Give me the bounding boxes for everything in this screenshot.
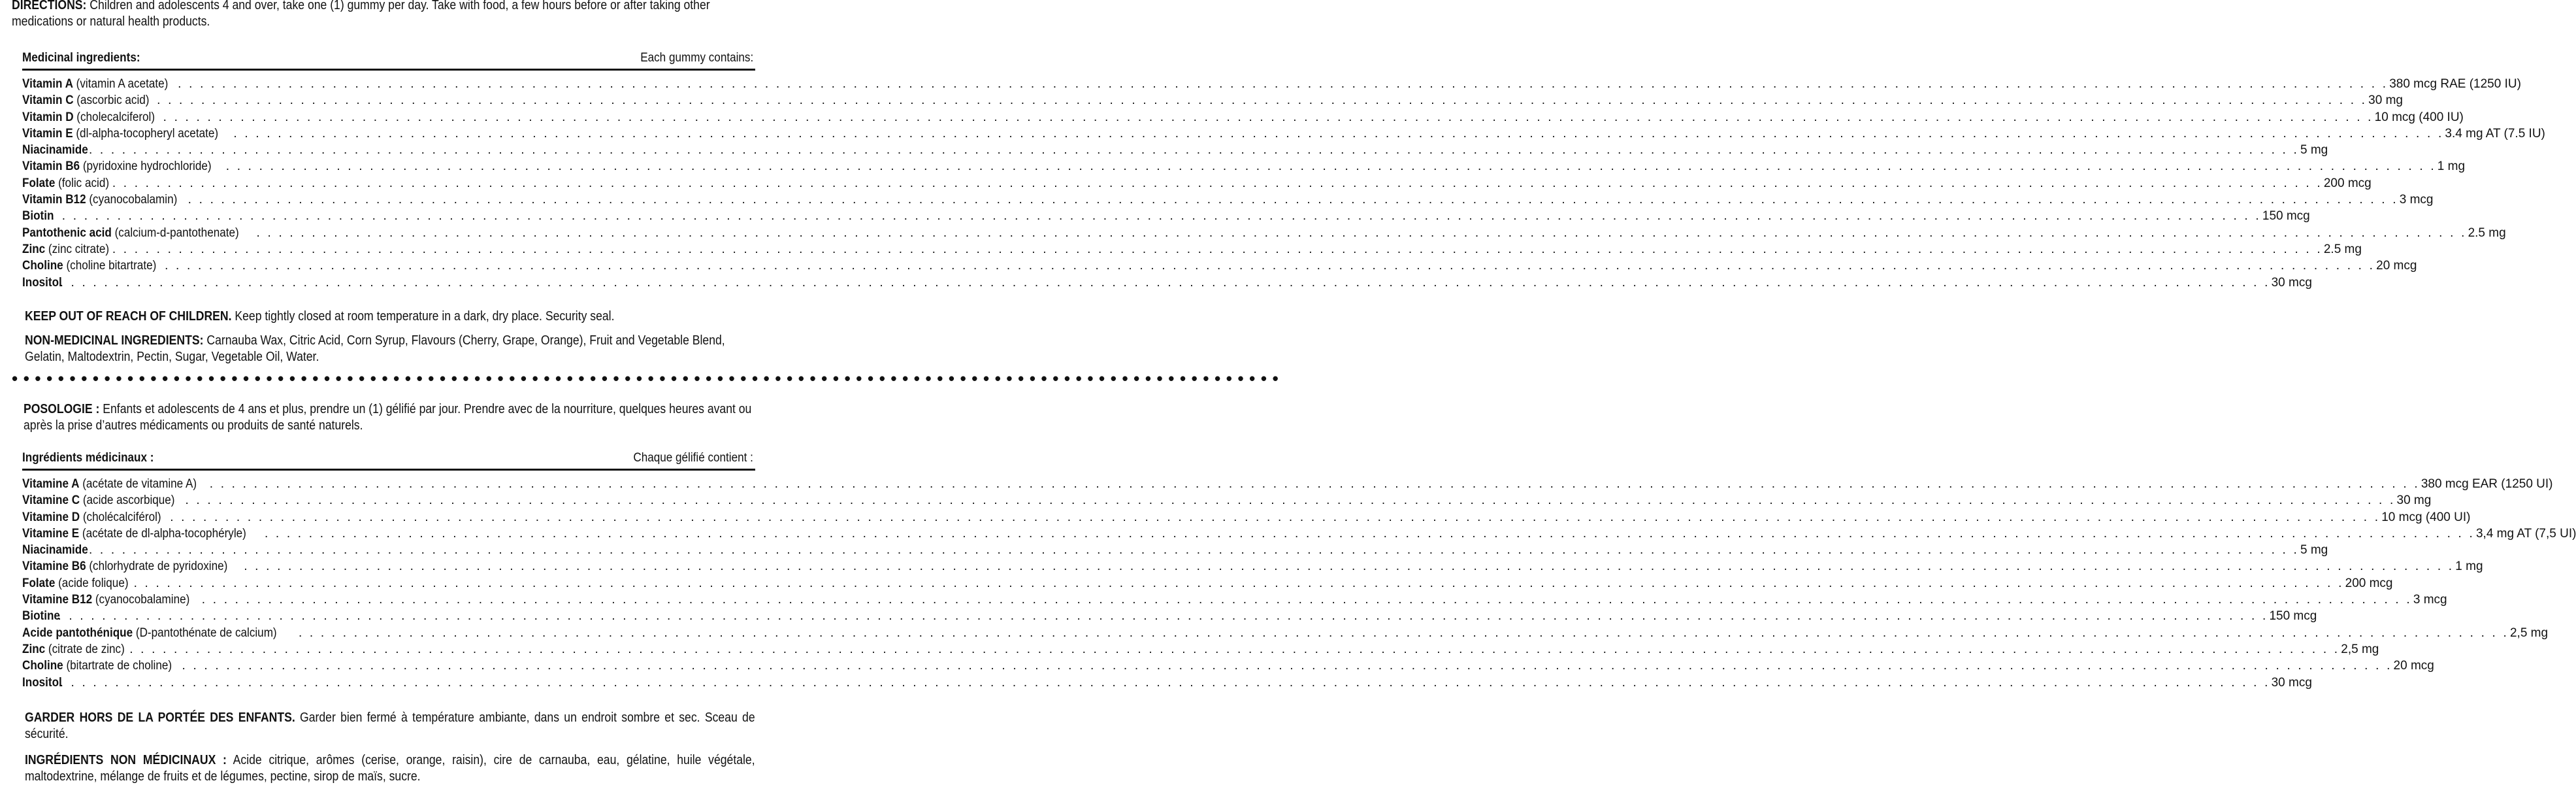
dot-leader: . . . . . . . . . . . . . . . . . . . . . . . . . . . . . . . . . . . . . . . . . . . . . . . . . . . . . . . . . . . . . . . . . . . . . . . . . . . . . . . . . . . . . . . . . . . . . . . . . . . . . . . . . . . . . . . . . . . . . . . . . . . . . . . . . . . . . . . . . . . . . . . . . . . . . . . . . . . . . . . . . . . . . . . . . . . . . . . . . . . . . . . . . . . . . . . . . . . . . . . . [178,77,2389,91]
ingredient-detail: (bitartrate de choline) [66,659,172,673]
dot-leader: . . . . . . . . . . . . . . . . . . . . . . . . . . . . . . . . . . . . . . . . . . . . . . . . . . . . . . . . . . . . . . . . . . . . . . . . . . . . . . . . . . . . . . . . . . . . . . . . . . . . . . . . . . . . . . . . . . . . . . . . . . . . . . . . . . . . . . . . . . . . . . . . . . . . . . . . . . . . . . . . . . . . . . . . . . . . . . . . . . . . . . . . . . . . . . . . . . . . . . . . [182,659,2392,673]
ingredient-detail: (acide folique) [58,576,129,590]
ingredient-detail: (cholécalciférol) [82,510,161,524]
dot-leader: . . . . . . . . . . . . . . . . . . . . . . . . . . . . . . . . . . . . . . . . . . . . . . . . . . . . . . . . . . . . . . . . . . . . . . . . . . . . . . . . . . . . . . . . . . . . . . . . . . . . . . . . . . . . . . . . . . . . . . . . . . . . . . . . . . . . . . . . . . . . . . . . . . . . . . . . . . . . . . . . . . . . . . . . . . . . . . . . . . . . . . . . . . . . . . . . . . . . . . . . [88,143,2299,158]
dot-leader: . . . . . . . . . . . . . . . . . . . . . . . . . . . . . . . . . . . . . . . . . . . . . . . . . . . . . . . . . . . . . . . . . . . . . . . . . . . . . . . . . . . . . . . . . . . . . . . . . . . . . . . . . . . . . . . . . . . . . . . . . . . . . . . . . . . . . . . . . . . . . . . . . . . . . . . . . . . . . . . . . . . . . . . . . . . . . . . . . . . . . . . . . . . . . . . . . . . . . . . . [59,675,2270,690]
ingredient-title: Niacinamide [22,143,88,158]
nonmedicinal-fr [25,752,755,785]
dot-leader: . . . . . . . . . . . . . . . . . . . . . . . . . . . . . . . . . . . . . . . . . . . . . . . . . . . . . . . . . . . . . . . . . . . . . . . . . . . . . . . . . . . . . . . . . . . . . . . . . . . . . . . . . . . . . . . . . . . . . . . . . . . . . . . . . . . . . . . . . . . . . . . . . . . . . . . . . . . . . . . . . . . . . . . . . . . . . . . . . . . . . . . . . . . . . . . . . . . . . . . . [209,477,2420,491]
ingredient-row-en [22,158,2466,175]
ingredient-row-fr [22,592,2447,608]
ingredient-name [22,641,125,658]
ingredient-row-fr [22,542,2328,558]
ingredient-name [22,92,149,109]
ingredients-header-en [22,50,753,66]
dot-leader: . . . . . . . . . . . . . . . . . . . . . . . . . . . . . . . . . . . . . . . . . . . . . . . . . . . . . . . . . . . . . . . . . . . . . . . . . . . . . . . . . . . . . . . . . . . . . . . . . . . . . . . . . . . . . . . . . . . . . . . . . . . . . . . . . . . . . . . . . . . . . . . . . . . . . . . . . . . . . . . . . . . . . . . . . . . . . . . . . . . . . . . . . . . . . . . . . . . . . . . . [170,510,2381,524]
ingredient-amount: 200 mcg [2345,576,2393,590]
ingredient-title: Inositol [22,675,62,690]
ingredient-amount: 2.5 mg [2323,242,2362,256]
ingredient-amount: 3,4 mg AT (7,5 UI) [2475,526,2576,541]
dot-leader: . . . . . . . . . . . . . . . . . . . . . . . . . . . . . . . . . . . . . . . . . . . . . . . . . . . . . . . . . . . . . . . . . . . . . . . . . . . . . . . . . . . . . . . . . . . . . . . . . . . . . . . . . . . . . . . . . . . . . . . . . . . . . . . . . . . . . . . . . . . . . . . . . . . . . . . . . . . . . . . . . . . . . . . . . . . . . . . . . . . . . . . . . . . . . . . . . . . . . . . . [50,209,2261,224]
ingredient-amount: 380 mcg EAR (1250 UI) [2421,477,2553,491]
ingredient-detail: (folic acid) [58,176,110,190]
ingredient-amount: 5 mg [2300,143,2328,158]
ingredient-title: Vitamin A [22,77,73,91]
ingredient-row-fr [22,575,2393,592]
dot-leader: . . . . . . . . . . . . . . . . . . . . . . . . . . . . . . . . . . . . . . . . . . . . . . . . . . . . . . . . . . . . . . . . . . . . . . . . . . . . . . . . . . . . . . . . . . . . . . . . . . . . . . . . . . . . . . . . . . . . . . . . . . . . . . . . . . . . . . . . . . . . . . . . . . . . . . . . . . . . . . . . . . . . . . . . . . . . . . . . . . . . . . . . . . . . . . . . . . . . . . . . [59,275,2270,290]
directions-en [12,0,763,30]
ingredient-row-en [22,175,2372,192]
dot-leader: . . . . . . . . . . . . . . . . . . . . . . . . . . . . . . . . . . . . . . . . . . . . . . . . . . . . . . . . . . . . . . . . . . . . . . . . . . . . . . . . . . . . . . . . . . . . . . . . . . . . . . . . . . . . . . . . . . . . . . . . . . . . . . . . . . . . . . . . . . . . . . . . . . . . . . . . . . . . . . . . . . . . . . . . . . . . . . . . . . . . . . . . . . . . . . . . . . . . . . . . [112,176,2323,190]
ingredient-title: Zinc [22,642,46,656]
ingredient-amount: 30 mcg [2271,675,2312,690]
ingredient-title: Vitamine C [22,493,80,508]
dot-leader: . . . . . . . . . . . . . . . . . . . . . . . . . . . . . . . . . . . . . . . . . . . . . . . . . . . . . . . . . . . . . . . . . . . . . . . . . . . . . . . . . . . . . . . . . . . . . . . . . . . . . . . . . . . . . . . . . . . . . . . . . . . . . . . . . . . . . . . . . . . . . . . . . . . . . . . . . . . . . . . . . . . . . . . . . . . . . . . . . . . . . . . . . . . . . . . . . . . . . . . . [256,225,2467,240]
ingredient-amount: 2,5 mg [2341,642,2379,656]
dot-leader: . . . . . . . . . . . . . . . . . . . . . . . . . . . . . . . . . . . . . . . . . . . . . . . . . . . . . . . . . . . . . . . . . . . . . . . . . . . . . . . . . . . . . . . . . . . . . . . . . . . . . . . . . . . . . . . . . . . . . . . . . . . . . . . . . . . . . . . . . . . . . . . . . . . . . . . . . . . . . . . . . . . . . . . . . . . . . . . . . . . . . . . . . . . . . . . . . . . . . . . . [157,93,2368,108]
ingredient-name [22,158,212,175]
ingredient-row-en [22,192,2434,208]
ingredient-amount: 30 mg [2368,93,2403,108]
ingredient-row-en [22,109,2464,125]
dotted-divider: •••••••••••••••••••••••••••••••••••••••••••••••••••••••••••••••••••••••••••••••••••••••••••••••••••••••••••••• [12,369,1284,388]
ingredient-name [22,526,246,542]
ingredient-detail: (vitamin A acetate) [76,77,169,91]
ingredient-amount: 20 mcg [2376,259,2417,273]
ingredient-amount: 3 mcg [2399,193,2434,207]
ingredient-name [22,208,54,224]
ingredient-detail: (cholecalciferol) [76,110,155,124]
ingredient-row-en [22,76,2521,92]
directions-label-en: DIRECTIONS: [12,0,87,12]
ingredient-name [22,492,175,509]
ingredient-row-fr [22,658,2434,674]
ingredient-detail: (ascorbic acid) [76,93,150,108]
ingredient-name [22,592,189,608]
ingredient-name [22,675,62,691]
ingredient-title: Folate [22,176,56,190]
ingredient-title: Choline [22,259,63,273]
ingredient-name [22,509,161,526]
dot-leader: . . . . . . . . . . . . . . . . . . . . . . . . . . . . . . . . . . . . . . . . . . . . . . . . . . . . . . . . . . . . . . . . . . . . . . . . . . . . . . . . . . . . . . . . . . . . . . . . . . . . . . . . . . . . . . . . . . . . . . . . . . . . . . . . . . . . . . . . . . . . . . . . . . . . . . . . . . . . . . . . . . . . . . . . . . . . . . . . . . . . . . . . . . . . . . . . . . . . . . . . [298,626,2509,640]
warning-en [25,309,776,325]
dot-leader: . . . . . . . . . . . . . . . . . . . . . . . . . . . . . . . . . . . . . . . . . . . . . . . . . . . . . . . . . . . . . . . . . . . . . . . . . . . . . . . . . . . . . . . . . . . . . . . . . . . . . . . . . . . . . . . . . . . . . . . . . . . . . . . . . . . . . . . . . . . . . . . . . . . . . . . . . . . . . . . . . . . . . . . . . . . . . . . . . . . . . . . . . . . . . . . . . . . . . . . . [88,543,2299,558]
dot-leader: . . . . . . . . . . . . . . . . . . . . . . . . . . . . . . . . . . . . . . . . . . . . . . . . . . . . . . . . . . . . . . . . . . . . . . . . . . . . . . . . . . . . . . . . . . . . . . . . . . . . . . . . . . . . . . . . . . . . . . . . . . . . . . . . . . . . . . . . . . . . . . . . . . . . . . . . . . . . . . . . . . . . . . . . . . . . . . . . . . . . . . . . . . . . . . . . . . . . . . . . [187,193,2398,207]
ingredient-name [22,175,109,192]
ingredient-row-en [22,92,2403,109]
ingredients-table-fr [22,476,2576,691]
ingredient-name [22,76,168,92]
ingredient-title: Vitamine B12 [22,593,93,607]
ingredient-title: Vitamin B12 [22,193,86,207]
ingredient-amount: 10 mcg (400 UI) [2381,510,2471,524]
dot-leader: . . . . . . . . . . . . . . . . . . . . . . . . . . . . . . . . . . . . . . . . . . . . . . . . . . . . . . . . . . . . . . . . . . . . . . . . . . . . . . . . . . . . . . . . . . . . . . . . . . . . . . . . . . . . . . . . . . . . . . . . . . . . . . . . . . . . . . . . . . . . . . . . . . . . . . . . . . . . . . . . . . . . . . . . . . . . . . . . . . . . . . . . . . . . . . . . . . . . . . . . [133,576,2344,590]
ingredient-title: Acide pantothénique [22,626,133,640]
ingredient-name [22,542,88,558]
directions-text-fr: Enfants et adolescents de 4 ans et plus, prendre un (1) gélifié par jour. Prendre avec de la nourriture, quelques heures avant ou après la prise d’autres médicaments ou produits de santé naturels. [24,402,752,433]
ingredients-header-fr [22,450,753,466]
ingredient-name [22,476,197,492]
header-left-fr: Ingrédients médicinaux : [22,451,154,465]
ingredient-title: Choline [22,659,63,673]
header-left-en: Medicinal ingredients: [22,51,140,65]
dot-leader: . . . . . . . . . . . . . . . . . . . . . . . . . . . . . . . . . . . . . . . . . . . . . . . . . . . . . . . . . . . . . . . . . . . . . . . . . . . . . . . . . . . . . . . . . . . . . . . . . . . . . . . . . . . . . . . . . . . . . . . . . . . . . . . . . . . . . . . . . . . . . . . . . . . . . . . . . . . . . . . . . . . . . . . . . . . . . . . . . . . . . . . . . . . . . . . . . . . . . . . . [57,609,2268,624]
ingredient-detail: (cyanocobalamin) [89,193,178,207]
ingredient-amount: 3.4 mg AT (7.5 IU) [2445,126,2545,141]
dot-leader: . . . . . . . . . . . . . . . . . . . . . . . . . . . . . . . . . . . . . . . . . . . . . . . . . . . . . . . . . . . . . . . . . . . . . . . . . . . . . . . . . . . . . . . . . . . . . . . . . . . . . . . . . . . . . . . . . . . . . . . . . . . . . . . . . . . . . . . . . . . . . . . . . . . . . . . . . . . . . . . . . . . . . . . . . . . . . . . . . . . . . . . . . . . . . . . . . . . . . . . . [201,593,2412,607]
ingredient-detail: (citrate de zinc) [48,642,125,656]
ingredient-row-fr [22,509,2471,526]
nonmedicinal-en [25,333,755,365]
ingredient-amount: 150 mcg [2262,209,2310,224]
ingredient-amount: 5 mg [2300,543,2328,558]
ingredient-detail: (D-pantothénate de calcium) [135,626,277,640]
ingredient-amount: 2.5 mg [2468,225,2506,240]
ingredient-name [22,575,129,592]
ingredient-amount: 150 mcg [2269,609,2317,624]
ingredient-name [22,258,156,274]
nonmed-label-fr: INGRÉDIENTS NON MÉDICINAUX : [25,753,227,767]
ingredient-name [22,109,155,125]
warning-text-fr: Garder bien fermé à température ambiante, dans un endroit sombre et sec. Sceau de sécurité. [25,710,755,741]
dot-leader: . . . . . . . . . . . . . . . . . . . . . . . . . . . . . . . . . . . . . . . . . . . . . . . . . . . . . . . . . . . . . . . . . . . . . . . . . . . . . . . . . . . . . . . . . . . . . . . . . . . . . . . . . . . . . . . . . . . . . . . . . . . . . . . . . . . . . . . . . . . . . . . . . . . . . . . . . . . . . . . . . . . . . . . . . . . . . . . . . . . . . . . . . . . . . . . . . . . . . . . . [233,126,2444,141]
ingredient-title: Inositol [22,275,62,290]
header-rule-fr [22,469,755,471]
ingredient-title: Vitamine D [22,510,80,524]
ingredient-name [22,558,227,575]
ingredient-detail: (acide ascorbique) [82,493,175,508]
ingredient-name [22,625,277,641]
ingredients-table-en [22,76,2545,291]
ingredient-row-fr [22,526,2576,542]
ingredient-row-fr [22,641,2379,658]
ingredient-row-fr [22,608,2317,624]
ingredient-detail: (zinc citrate) [48,242,110,256]
ingredient-detail: (choline bitartrate) [66,259,157,273]
warning-label-en: KEEP OUT OF REACH OF CHILDREN. [25,309,232,324]
dot-leader: . . . . . . . . . . . . . . . . . . . . . . . . . . . . . . . . . . . . . . . . . . . . . . . . . . . . . . . . . . . . . . . . . . . . . . . . . . . . . . . . . . . . . . . . . . . . . . . . . . . . . . . . . . . . . . . . . . . . . . . . . . . . . . . . . . . . . . . . . . . . . . . . . . . . . . . . . . . . . . . . . . . . . . . . . . . . . . . . . . . . . . . . . . . . . . . . . . . . . . . . [129,642,2340,656]
dot-leader: . . . . . . . . . . . . . . . . . . . . . . . . . . . . . . . . . . . . . . . . . . . . . . . . . . . . . . . . . . . . . . . . . . . . . . . . . . . . . . . . . . . . . . . . . . . . . . . . . . . . . . . . . . . . . . . . . . . . . . . . . . . . . . . . . . . . . . . . . . . . . . . . . . . . . . . . . . . . . . . . . . . . . . . . . . . . . . . . . . . . . . . . . . . . . . . . . . . . . . . . [185,493,2396,508]
ingredient-name [22,125,218,142]
ingredient-title: Folate [22,576,56,590]
ingredient-title: Vitamine A [22,477,80,491]
ingredient-row-fr [22,675,2312,691]
warning-text-en: Keep tightly closed at room temperature in a dark, dry place. Security seal. [235,309,615,324]
ingredient-detail: (acétate de dl-alpha-tocophéryle) [82,526,246,541]
ingredient-row-en [22,142,2328,158]
ingredient-name [22,658,172,674]
dot-leader: . . . . . . . . . . . . . . . . . . . . . . . . . . . . . . . . . . . . . . . . . . . . . . . . . . . . . . . . . . . . . . . . . . . . . . . . . . . . . . . . . . . . . . . . . . . . . . . . . . . . . . . . . . . . . . . . . . . . . . . . . . . . . . . . . . . . . . . . . . . . . . . . . . . . . . . . . . . . . . . . . . . . . . . . . . . . . . . . . . . . . . . . . . . . . . . . . . . . . . . . [244,560,2454,574]
dot-leader: . . . . . . . . . . . . . . . . . . . . . . . . . . . . . . . . . . . . . . . . . . . . . . . . . . . . . . . . . . . . . . . . . . . . . . . . . . . . . . . . . . . . . . . . . . . . . . . . . . . . . . . . . . . . . . . . . . . . . . . . . . . . . . . . . . . . . . . . . . . . . . . . . . . . . . . . . . . . . . . . . . . . . . . . . . . . . . . . . . . . . . . . . . . . . . . . . . . . . . . . [264,526,2475,541]
directions-label-fr: POSOLOGIE : [24,402,100,416]
ingredient-detail: (pyridoxine hydrochloride) [82,159,212,174]
ingredient-detail: (cyanocobalamine) [95,593,190,607]
nonmed-text-fr: Acide citrique, arômes (cerise, orange, raisin), cire de carnauba, eau, gélatine, huile végétale, maltodextrine, mélange de fruits et de légumes, pectine, sirop de maïs, sucre. [25,753,755,784]
ingredient-detail: (acétate de vitamine A) [82,477,197,491]
ingredient-row-en [22,275,2312,291]
header-rule-en [22,69,755,71]
ingredient-title: Vitamin C [22,93,74,108]
ingredient-title: Vitamin E [22,126,73,141]
dot-leader: . . . . . . . . . . . . . . . . . . . . . . . . . . . . . . . . . . . . . . . . . . . . . . . . . . . . . . . . . . . . . . . . . . . . . . . . . . . . . . . . . . . . . . . . . . . . . . . . . . . . . . . . . . . . . . . . . . . . . . . . . . . . . . . . . . . . . . . . . . . . . . . . . . . . . . . . . . . . . . . . . . . . . . . . . . . . . . . . . . . . . . . . . . . . . . . . . . . . . . . . [225,159,2436,174]
ingredient-title: Biotine [22,609,60,624]
ingredient-name [22,608,60,624]
ingredient-row-en [22,208,2310,224]
nonmed-label-en: NON-MEDICINAL INGREDIENTS: [25,333,204,348]
header-right-fr: Chaque gélifié contient : [633,451,753,465]
directions-text-en: Children and adolescents 4 and over, take one (1) gummy per day. Take with food, a few hours before or after taking other medications or natural health products. [12,0,710,29]
ingredient-title: Pantothenic acid [22,225,112,240]
ingredient-detail: (chlorhydrate de pyridoxine) [89,560,228,574]
ingredient-row-fr [22,476,2553,492]
ingredient-row-en [22,125,2545,142]
ingredient-title: Biotin [22,209,54,224]
ingredient-detail: (dl-alpha-tocopheryl acetate) [76,126,219,141]
warning-label-fr: GARDER HORS DE LA PORTÉE DES ENFANTS. [25,710,295,725]
ingredient-amount: 30 mg [2396,493,2432,508]
ingredient-amount: 2,5 mg [2509,626,2549,640]
ingredient-amount: 30 mcg [2271,275,2312,290]
ingredient-title: Niacinamide [22,543,88,558]
ingredient-name [22,241,109,258]
ingredient-row-en [22,258,2417,274]
ingredient-row-en [22,225,2506,241]
directions-fr [24,401,754,434]
ingredient-amount: 1 mg [2437,159,2466,174]
ingredient-amount: 10 mcg (400 IU) [2374,110,2464,124]
header-right-en: Each gummy contains: [640,51,753,65]
ingredient-amount: 200 mcg [2323,176,2372,190]
dot-leader: . . . . . . . . . . . . . . . . . . . . . . . . . . . . . . . . . . . . . . . . . . . . . . . . . . . . . . . . . . . . . . . . . . . . . . . . . . . . . . . . . . . . . . . . . . . . . . . . . . . . . . . . . . . . . . . . . . . . . . . . . . . . . . . . . . . . . . . . . . . . . . . . . . . . . . . . . . . . . . . . . . . . . . . . . . . . . . . . . . . . . . . . . . . . . . . . . . . . . . . . [165,259,2375,273]
ingredient-name [22,275,62,291]
ingredient-name [22,142,88,158]
ingredient-row-fr [22,625,2549,641]
ingredient-row-fr [22,558,2483,575]
ingredient-name [22,192,177,208]
ingredient-amount: 3 mcg [2413,593,2447,607]
ingredient-row-fr [22,492,2432,509]
ingredient-title: Vitamin B6 [22,159,80,174]
ingredient-amount: 380 mcg RAE (1250 IU) [2389,77,2521,91]
ingredient-title: Vitamine E [22,526,80,541]
nonmed-text-en: Carnauba Wax, Citric Acid, Corn Syrup, Flavours (Cherry, Grape, Orange), Fruit and Vegetable Blend, Gelatin, Maltodextrin, Pectin, Sugar, Vegetable Oil, Water. [25,333,725,364]
ingredient-amount: 20 mcg [2393,659,2434,673]
ingredient-detail: (calcium-d-pantothenate) [114,225,239,240]
dot-leader: . . . . . . . . . . . . . . . . . . . . . . . . . . . . . . . . . . . . . . . . . . . . . . . . . . . . . . . . . . . . . . . . . . . . . . . . . . . . . . . . . . . . . . . . . . . . . . . . . . . . . . . . . . . . . . . . . . . . . . . . . . . . . . . . . . . . . . . . . . . . . . . . . . . . . . . . . . . . . . . . . . . . . . . . . . . . . . . . . . . . . . . . . . . . . . . . . . . . . . . . [112,242,2323,256]
ingredient-title: Vitamine B6 [22,560,86,574]
ingredient-name [22,225,239,241]
ingredient-row-en [22,241,2362,258]
ingredient-title: Vitamin D [22,110,74,124]
ingredient-amount: 1 mg [2455,560,2483,574]
warning-fr [25,710,755,743]
dot-leader: . . . . . . . . . . . . . . . . . . . . . . . . . . . . . . . . . . . . . . . . . . . . . . . . . . . . . . . . . . . . . . . . . . . . . . . . . . . . . . . . . . . . . . . . . . . . . . . . . . . . . . . . . . . . . . . . . . . . . . . . . . . . . . . . . . . . . . . . . . . . . . . . . . . . . . . . . . . . . . . . . . . . . . . . . . . . . . . . . . . . . . . . . . . . . . . . . . . . . . . . [163,110,2373,124]
ingredient-title: Zinc [22,242,46,256]
